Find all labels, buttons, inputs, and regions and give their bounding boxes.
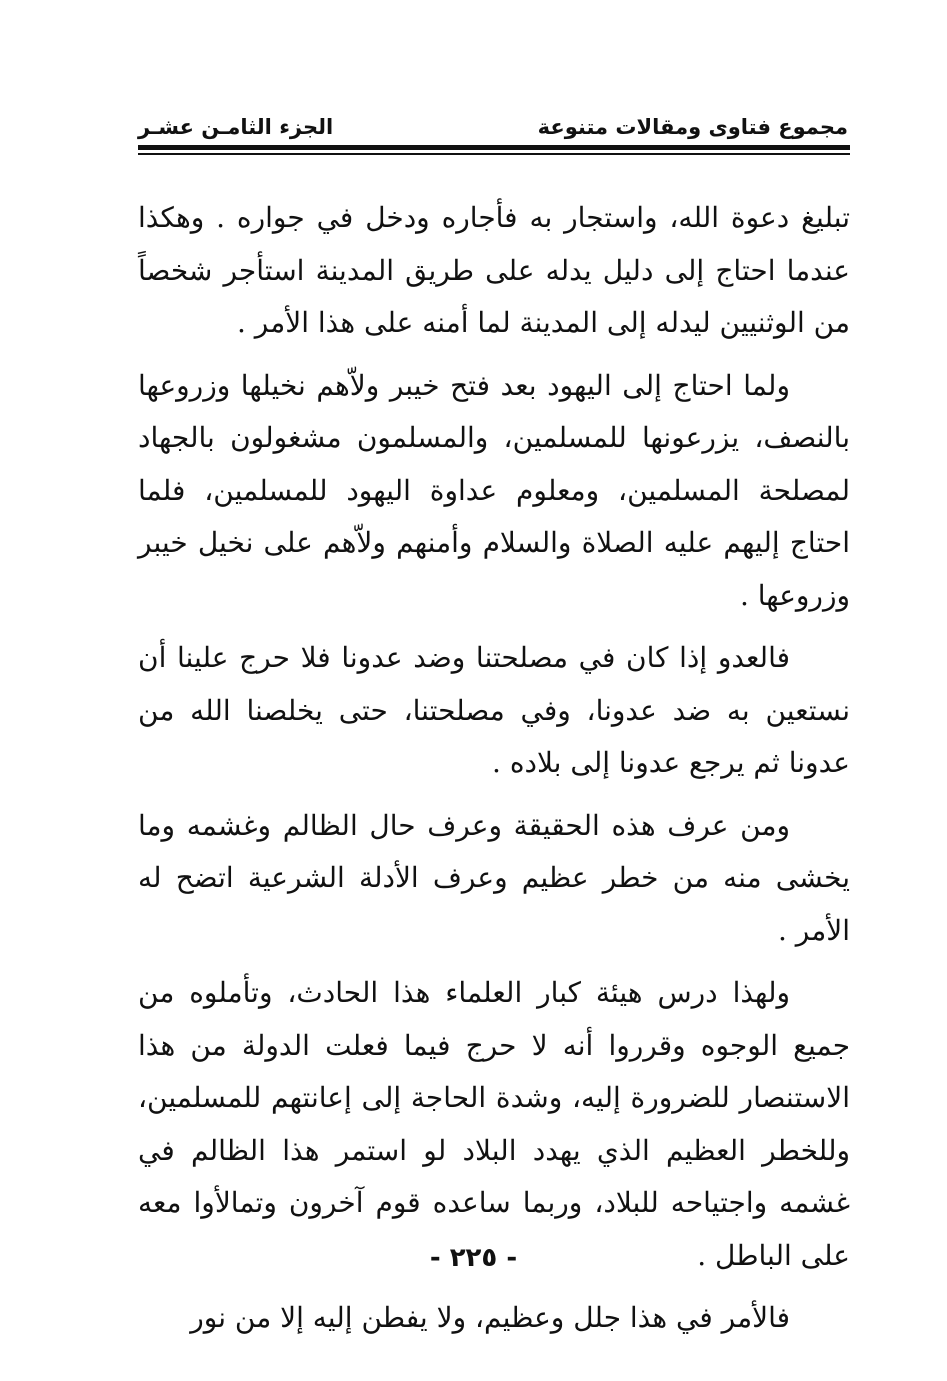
volume-label: الجزء الثامـن عشـر <box>138 115 334 139</box>
page-number: - ٢٢٥ - <box>429 1243 518 1273</box>
paragraph-1: تبليغ دعوة الله، واستجار به فأجاره ودخل في جواره . وهكذا عندما احتاج إلى دليل يدله على طريق المدينة استأجر شخصاً من الوثنيين ليدله إلى المدينة لما أمنه على هذا الأمر . <box>138 201 850 339</box>
header-rule-secondary <box>138 153 850 155</box>
paragraph-5: ولهذا درس هيئة كبار العلماء هذا الحادث، وتأملوه من جميع الوجوه وقرروا أنه لا حرج فيما فعلت الدولة من هذا الاستنصار للضرورة إليه، وشدة الحاجة إلى إعانتهم للمسلمين، وللخطر العظيم الذي يهدد البلاد لو استمر هذا الظالم في غشمه واجتياحه للبلاد، وربما ساعده قوم آخرون وتمالأوا معه على الباطل . <box>138 976 850 1272</box>
paragraph-2: ولما احتاج إلى اليهود بعد فتح خيبر ولاّهم نخيلها وزروعها بالنصف، يزرعونها للمسلمين، والمسلمون مشغولون بالجهاد لمصلحة المسلمين، ومعلوم عداوة اليهود للمسلمين، فلما احتاج إليهم عليه الصلاة والسلام وأمنهم ولاّهم على نخيل خيبر وزروعها . <box>138 368 850 612</box>
header-rule <box>138 145 850 150</box>
paragraph-4: ومن عرف هذه الحقيقة وعرف حال الظالم وغشمه وما يخشى منه من خطر عظيم وعرف الأدلة الشرعية اتضح له الأمر . <box>138 808 850 947</box>
book-title: مجموع فتاوى ومقالات متنوعة <box>537 115 848 139</box>
body-text <box>138 192 850 1355</box>
paragraph-6: فالأمر في هذا جلل وعظيم، ولا يفطن إليه إلا من نور <box>190 1301 790 1334</box>
paragraph-3: فالعدو إذا كان في مصلحتنا وضد عدونا فلا حرج علينا أن نستعين به ضد عدونا، وفي مصلحتنا، حتى يخلصنا الله من عدونا ثم يرجع عدونا إلى بلاده . <box>138 641 850 779</box>
running-header <box>138 112 848 142</box>
